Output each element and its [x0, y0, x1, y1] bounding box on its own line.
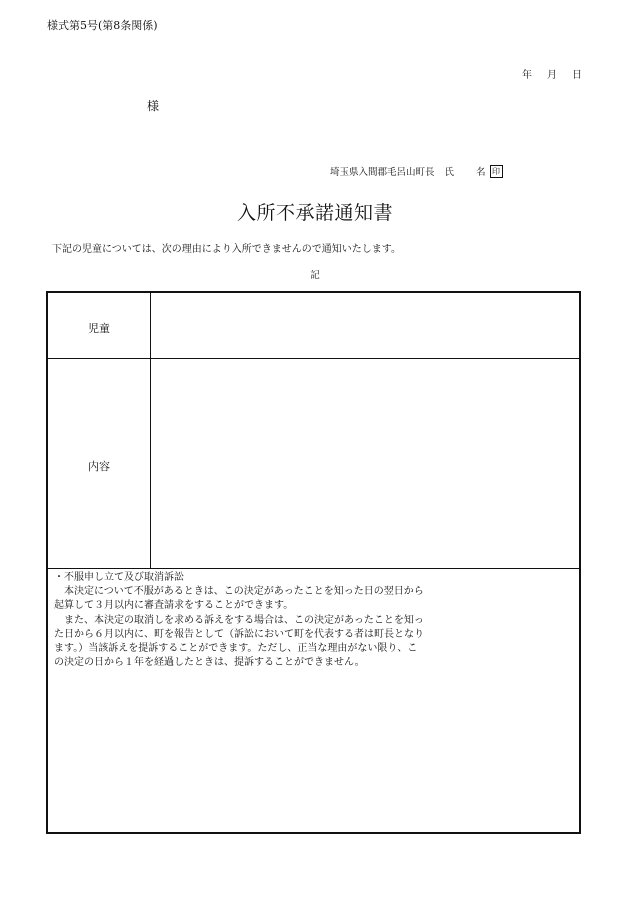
notes-line: ます。）当該訴えを提訴することができます。ただし、正当な理由がない限り、こ [54, 643, 418, 655]
intro-text: 下記の児童については、次の理由により入所できませんので通知いたします。 [52, 244, 401, 255]
appeal-notes [54, 571, 574, 670]
table-row-divider [48, 358, 579, 359]
issuer-title: 埼玉県入間郡毛呂山町長 [330, 167, 435, 178]
date-line [522, 66, 582, 81]
date-day: 日 [572, 70, 582, 81]
seal-mark: 印 [490, 165, 503, 178]
form-table [46, 291, 581, 834]
table-column-divider [150, 293, 151, 568]
table-row-divider [48, 568, 579, 569]
issuer-label-2: 名 [476, 167, 486, 178]
issuer-label-1: 氏 [444, 167, 455, 178]
content-label: 内容 [88, 460, 110, 473]
ki-marker: 記 [310, 270, 320, 281]
date-year: 年 [522, 70, 532, 81]
notes-line: また、本決定の取消しを求める訴えをする場合は、この決定があったことを知っ [54, 614, 424, 626]
notes-line: 起算して３月以内に審査請求をすることができます。 [54, 600, 294, 612]
issuer-line [330, 164, 503, 179]
recipient-suffix: 様 [147, 99, 160, 113]
notes-line: 本決定について不服があるときは、この決定があったことを知った日の翌日から [54, 586, 424, 598]
notes-heading: ・不服申し立て及び取消訴訟 [54, 572, 184, 583]
notes-line: た日から６月以内に、町を報告として（訴訟において町を代表する者は町長となり [54, 628, 424, 640]
document-title: 入所不承諾通知書 [236, 202, 393, 224]
child-label: 児童 [88, 322, 110, 335]
date-month: 月 [547, 70, 557, 81]
notes-line: の決定の日から１年を経過したときは、提訴することができません。 [54, 657, 365, 669]
form-number: 様式第5号(第8条関係) [47, 19, 158, 32]
